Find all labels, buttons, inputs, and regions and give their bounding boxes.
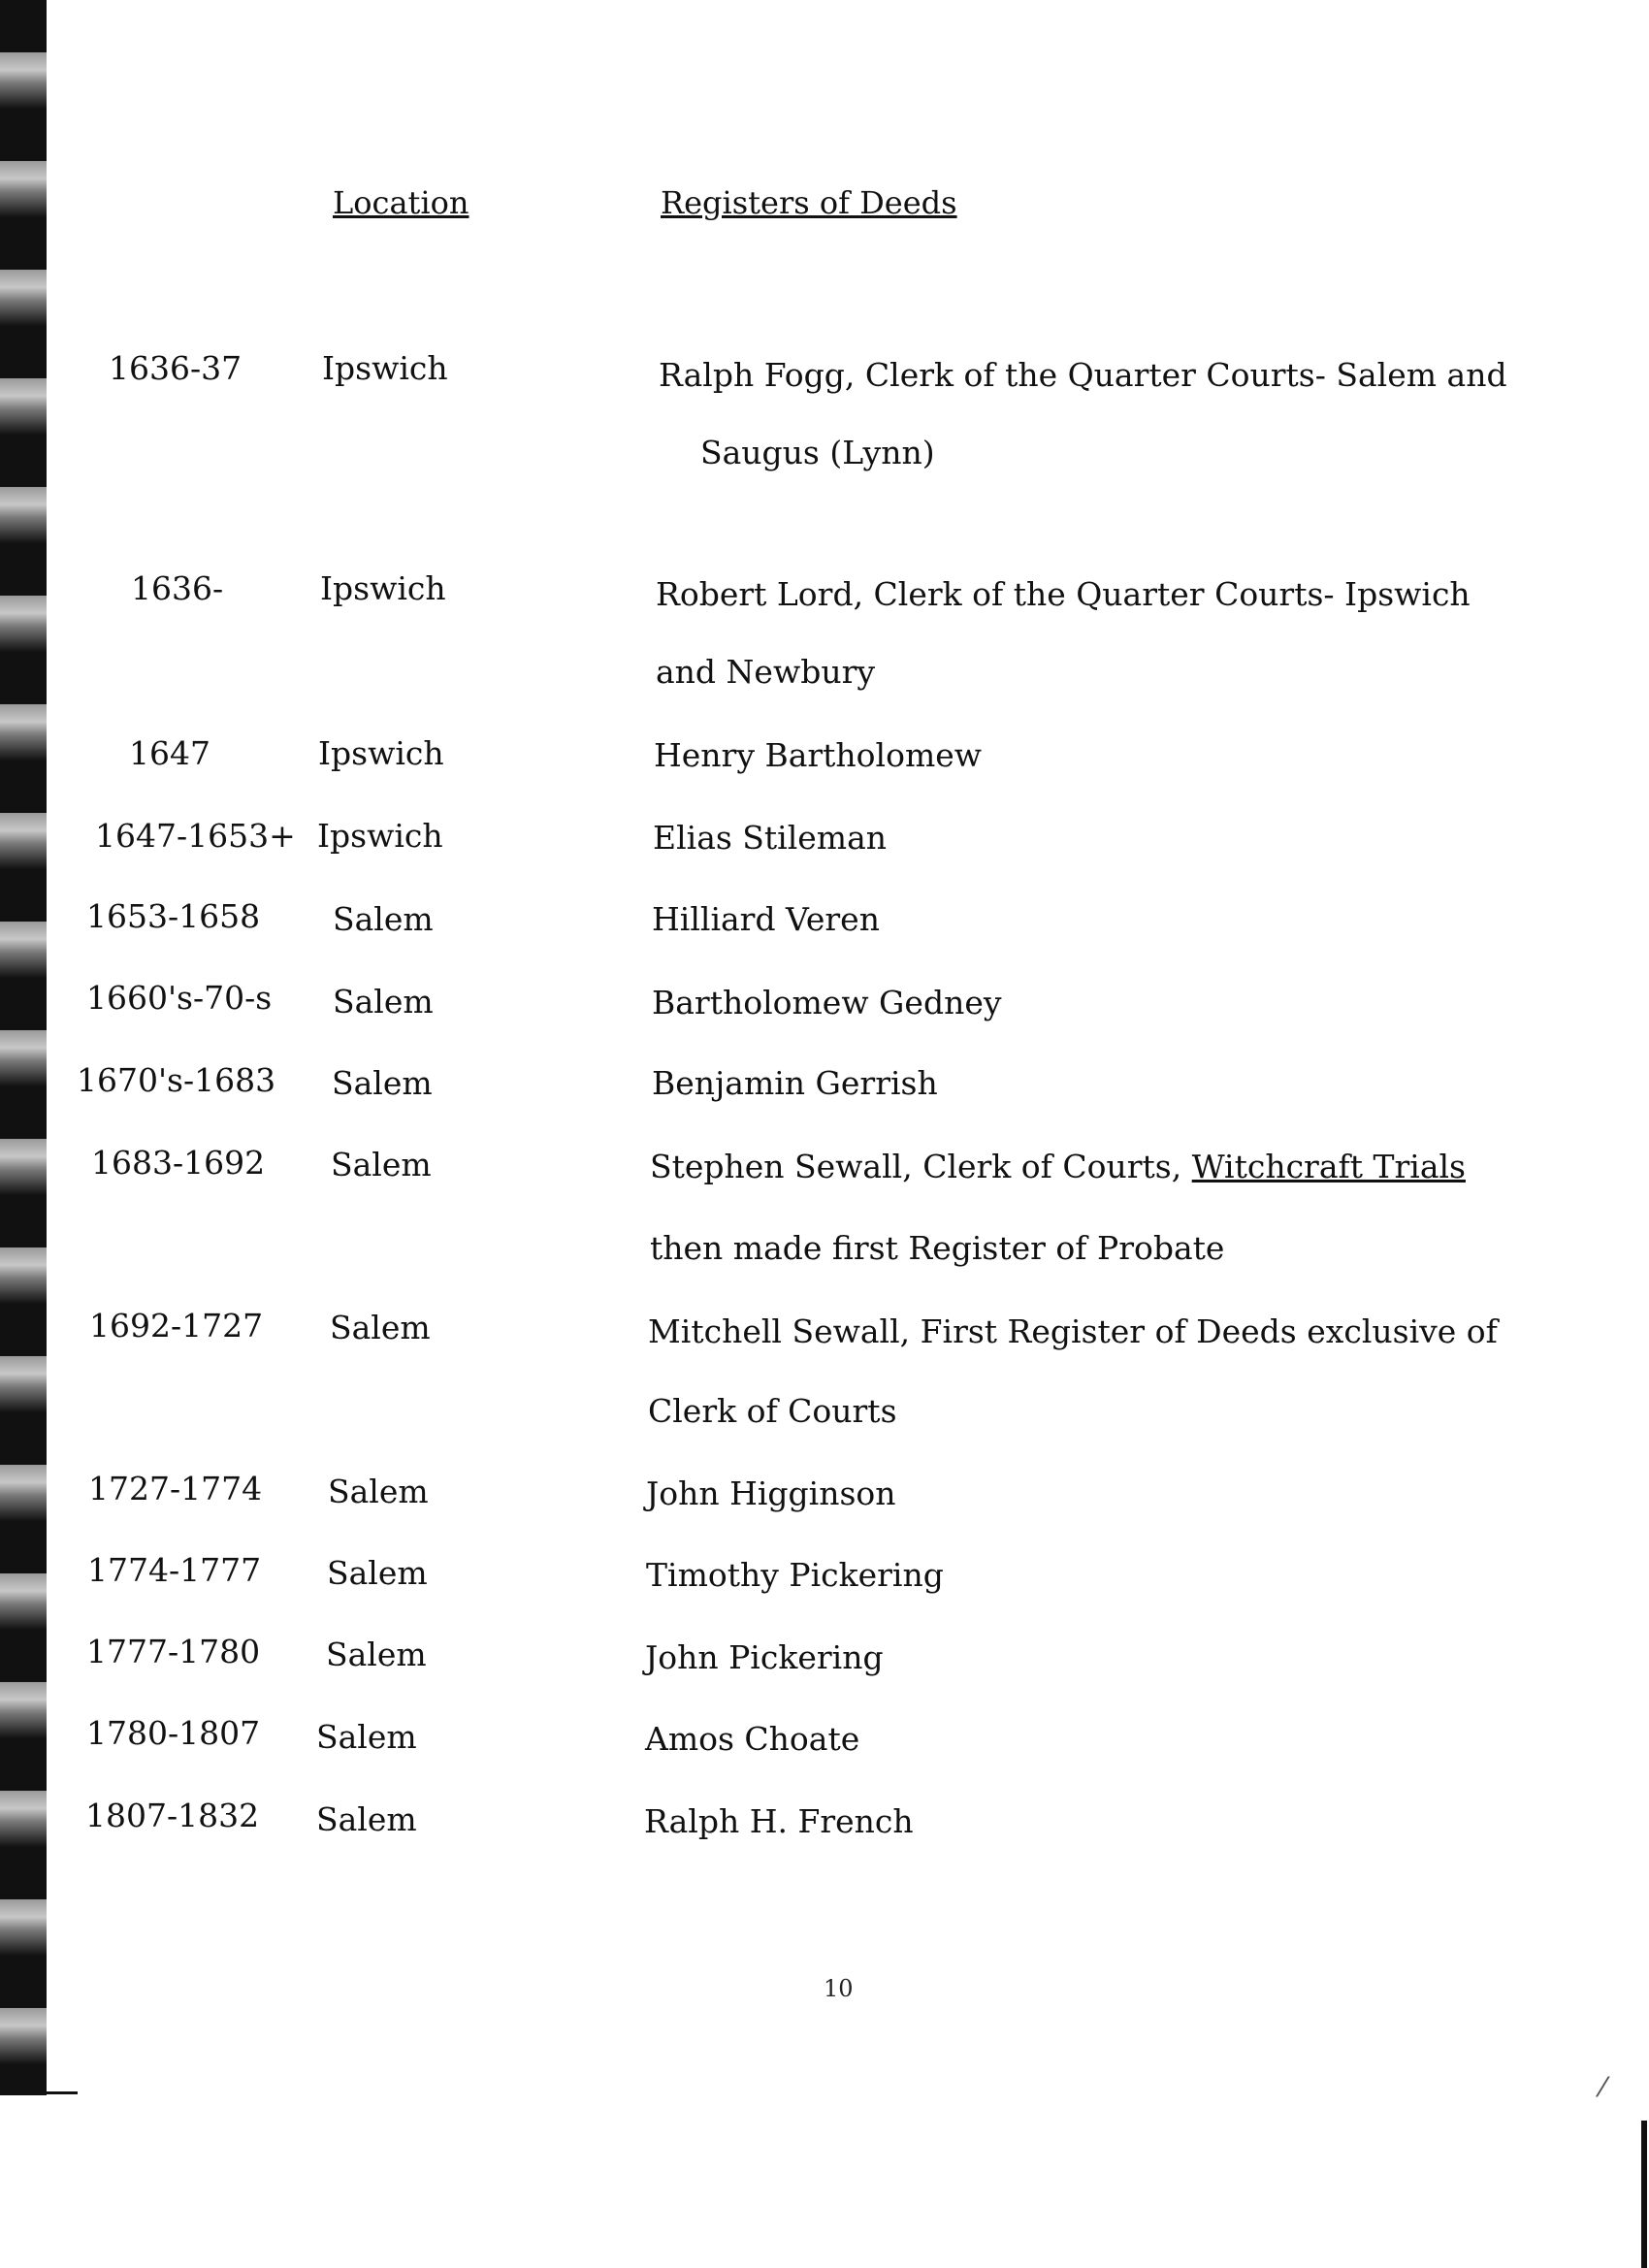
row-location: Salem bbox=[333, 900, 434, 938]
row-years: 1636-37 bbox=[109, 349, 242, 387]
row-register-continued: Clerk of Courts bbox=[648, 1392, 897, 1430]
row-location: Salem bbox=[332, 1064, 433, 1102]
row-location: Ipswich bbox=[322, 349, 448, 387]
page-number: 10 bbox=[824, 1975, 854, 2002]
row-register: John Higginson bbox=[646, 1474, 896, 1512]
row-register-text: Stephen Sewall, Clerk of Courts, bbox=[650, 1148, 1192, 1185]
row-years: 1692-1727 bbox=[89, 1307, 264, 1345]
row-years: 1653-1658 bbox=[86, 897, 261, 935]
row-register: John Pickering bbox=[645, 1638, 884, 1676]
row-years: 1636- bbox=[131, 569, 224, 607]
row-years: 1777-1780 bbox=[86, 1633, 261, 1670]
row-register: Ralph Fogg, Clerk of the Quarter Courts- Salem and bbox=[659, 356, 1507, 394]
row-location: Salem bbox=[330, 1309, 431, 1346]
row-register: Elias Stileman bbox=[653, 819, 888, 857]
row-register: Robert Lord, Clerk of the Quarter Courts- Ipswich bbox=[656, 575, 1471, 613]
row-years: 1780-1807 bbox=[86, 1714, 261, 1752]
row-register: Timothy Pickering bbox=[646, 1556, 944, 1594]
row-years: 1647 bbox=[129, 734, 210, 772]
row-location: Salem bbox=[316, 1800, 417, 1838]
binding-tail-line bbox=[0, 2091, 78, 2094]
row-location: Salem bbox=[327, 1554, 428, 1592]
scan-smudge: ⁄ bbox=[1600, 2071, 1605, 2103]
row-years: 1807-1832 bbox=[85, 1797, 260, 1834]
row-location: Salem bbox=[333, 983, 434, 1021]
row-years: 1774-1777 bbox=[87, 1551, 262, 1589]
row-location: Ipswich bbox=[317, 817, 443, 855]
binding-edge bbox=[0, 0, 47, 2095]
row-register: Hilliard Veren bbox=[652, 900, 880, 938]
row-register bbox=[650, 1150, 1466, 1183]
row-register: Ralph H. French bbox=[644, 1802, 914, 1840]
row-years: 1683-1692 bbox=[91, 1144, 266, 1182]
row-register: Mitchell Sewall, First Register of Deeds exclusive of bbox=[648, 1312, 1498, 1350]
row-register: Henry Bartholomew bbox=[654, 736, 983, 774]
row-years: 1647-1653+ bbox=[95, 817, 296, 855]
row-register-continued: then made first Register of Probate bbox=[650, 1229, 1225, 1267]
row-location: Ipswich bbox=[318, 734, 444, 772]
row-location: Salem bbox=[331, 1146, 432, 1183]
row-years: 1660's-70-s bbox=[86, 979, 273, 1017]
row-location: Salem bbox=[328, 1473, 429, 1510]
row-register-continued: and Newbury bbox=[656, 653, 875, 691]
row-register-continued: Saugus (Lynn) bbox=[700, 434, 935, 471]
witchcraft-trials-underlined: Witchcraft Trials bbox=[1191, 1148, 1466, 1185]
row-location: Salem bbox=[326, 1636, 427, 1673]
page-edge-mark bbox=[1641, 2121, 1647, 2268]
row-register: Bartholomew Gedney bbox=[652, 984, 1002, 1021]
row-location: Ipswich bbox=[320, 569, 446, 607]
row-years: 1670's-1683 bbox=[77, 1061, 276, 1099]
row-years: 1727-1774 bbox=[88, 1470, 263, 1507]
row-register: Amos Choate bbox=[645, 1720, 860, 1758]
row-location: Salem bbox=[316, 1718, 417, 1756]
row-register: Benjamin Gerrish bbox=[652, 1064, 938, 1102]
header-registers-of-deeds: Registers of Deeds bbox=[661, 184, 957, 221]
header-location: Location bbox=[333, 184, 469, 221]
